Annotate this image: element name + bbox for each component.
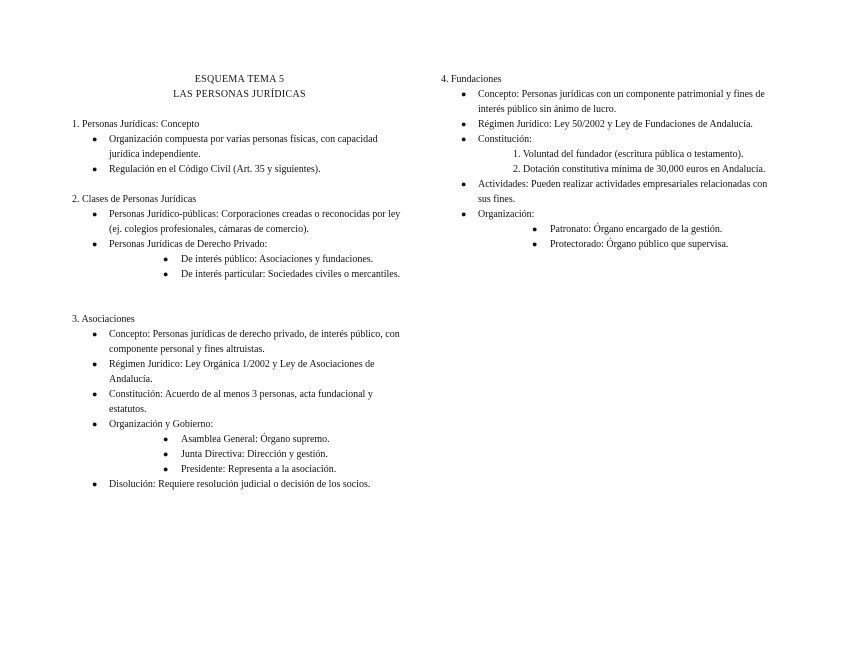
bullet-icon: ● bbox=[461, 134, 467, 144]
list-item: ● Personas Jurídicas de Derecho Privado: bbox=[92, 239, 268, 250]
list-item: ● Actividades: Pueden realizar actividades empresariales relacionadas con sus fines. bbox=[461, 179, 768, 205]
bullet-icon: ● bbox=[92, 209, 98, 219]
sub-list-item: ● Junta Directiva: Dirección y gestión. bbox=[163, 449, 328, 460]
list-item: ● Organización compuesta por varias personas físicas, con capacidad jurídica independiente. bbox=[92, 134, 378, 160]
sub-list-item: ● De interés público: Asociaciones y fundaciones. bbox=[163, 254, 374, 265]
sub-list-item: ● Presidente: Representa a la asociación. bbox=[163, 464, 337, 475]
list-item: ● Concepto: Personas jurídicas con un componente patrimonial y fines de interés público sin ánimo de lucro. bbox=[461, 89, 765, 115]
list-item: ● Regulación en el Código Civil (Art. 35 y siguientes). bbox=[92, 164, 321, 175]
bullet-icon: ● bbox=[163, 449, 169, 459]
list-item: ● Régimen Jurídico: Ley 50/2002 y Ley de Fundaciones de Andalucía. bbox=[461, 119, 753, 130]
bullet-icon: ● bbox=[92, 479, 98, 489]
section-heading: 3. Asociaciones bbox=[72, 314, 135, 325]
bullet-icon: ● bbox=[92, 359, 98, 369]
bullet-icon: ● bbox=[92, 329, 98, 339]
bullet-icon: ● bbox=[92, 239, 98, 249]
list-item: ● Concepto: Personas jurídicas de derecho privado, de interés público, con componente personal y fines altruistas. bbox=[92, 329, 400, 355]
list-item: ● Constitución: Acuerdo de al menos 3 personas, acta fundacional y estatutos. bbox=[92, 389, 373, 415]
section-heading: 1. Personas Jurídicas: Concepto bbox=[72, 119, 200, 130]
bullet-icon: ● bbox=[163, 464, 169, 474]
bullet-icon: ● bbox=[163, 254, 169, 264]
section-heading: 2. Clases de Personas Jurídicas bbox=[72, 194, 197, 205]
list-item: ● Personas Jurídico-públicas: Corporaciones creadas o reconocidas por ley (ej. colegios profesionales, cámaras de comercio). bbox=[92, 209, 401, 235]
list-item: ● Organización: bbox=[461, 209, 535, 220]
section-personas-juridicas bbox=[72, 117, 407, 177]
section-clases bbox=[72, 192, 407, 282]
document-title: ESQUEMA TEMA 5 LAS PERSONAS JURÍDICAS bbox=[173, 74, 306, 100]
bullet-icon: ● bbox=[92, 134, 98, 144]
sub-list-item: ● Asamblea General: Órgano supremo. bbox=[163, 434, 330, 445]
bullet-icon: ● bbox=[92, 164, 98, 174]
numbered-item: 1. Voluntad del fundador (escritura pública o testamento). bbox=[513, 149, 744, 160]
bullet-icon: ● bbox=[163, 269, 169, 279]
section-asociaciones bbox=[72, 312, 407, 492]
left-column bbox=[72, 72, 407, 492]
bullet-icon: ● bbox=[92, 389, 98, 399]
numbered-item: 2. Dotación constitutiva mínima de 30,000 euros en Andalucía. bbox=[513, 164, 766, 175]
list-item: ● Constitución: bbox=[461, 134, 532, 145]
list-item: ● Organización y Gobierno: bbox=[92, 419, 214, 430]
sub-list-item: ● De interés particular: Sociedades civiles o mercantiles. bbox=[163, 269, 401, 280]
sub-list-item: ● Protectorado: Órgano público que supervisa. bbox=[532, 239, 729, 250]
bullet-icon: ● bbox=[461, 209, 467, 219]
bullet-icon: ● bbox=[163, 434, 169, 444]
bullet-icon: ● bbox=[461, 119, 467, 129]
bullet-icon: ● bbox=[461, 179, 467, 189]
section-fundaciones bbox=[441, 72, 776, 252]
sub-list-item: ● Patronato: Órgano encargado de la gestión. bbox=[532, 224, 723, 235]
bullet-icon: ● bbox=[532, 224, 538, 234]
bullet-icon: ● bbox=[461, 89, 467, 99]
section-heading: 4. Fundaciones bbox=[441, 74, 502, 85]
list-item: ● Régimen Jurídico: Ley Orgánica 1/2002 y Ley de Asociaciones de Andalucía. bbox=[92, 359, 375, 385]
list-item: ● Disolución: Requiere resolución judicial o decisión de los socios. bbox=[92, 479, 371, 490]
right-column bbox=[441, 72, 776, 252]
bullet-icon: ● bbox=[532, 239, 538, 249]
bullet-icon: ● bbox=[92, 419, 98, 429]
